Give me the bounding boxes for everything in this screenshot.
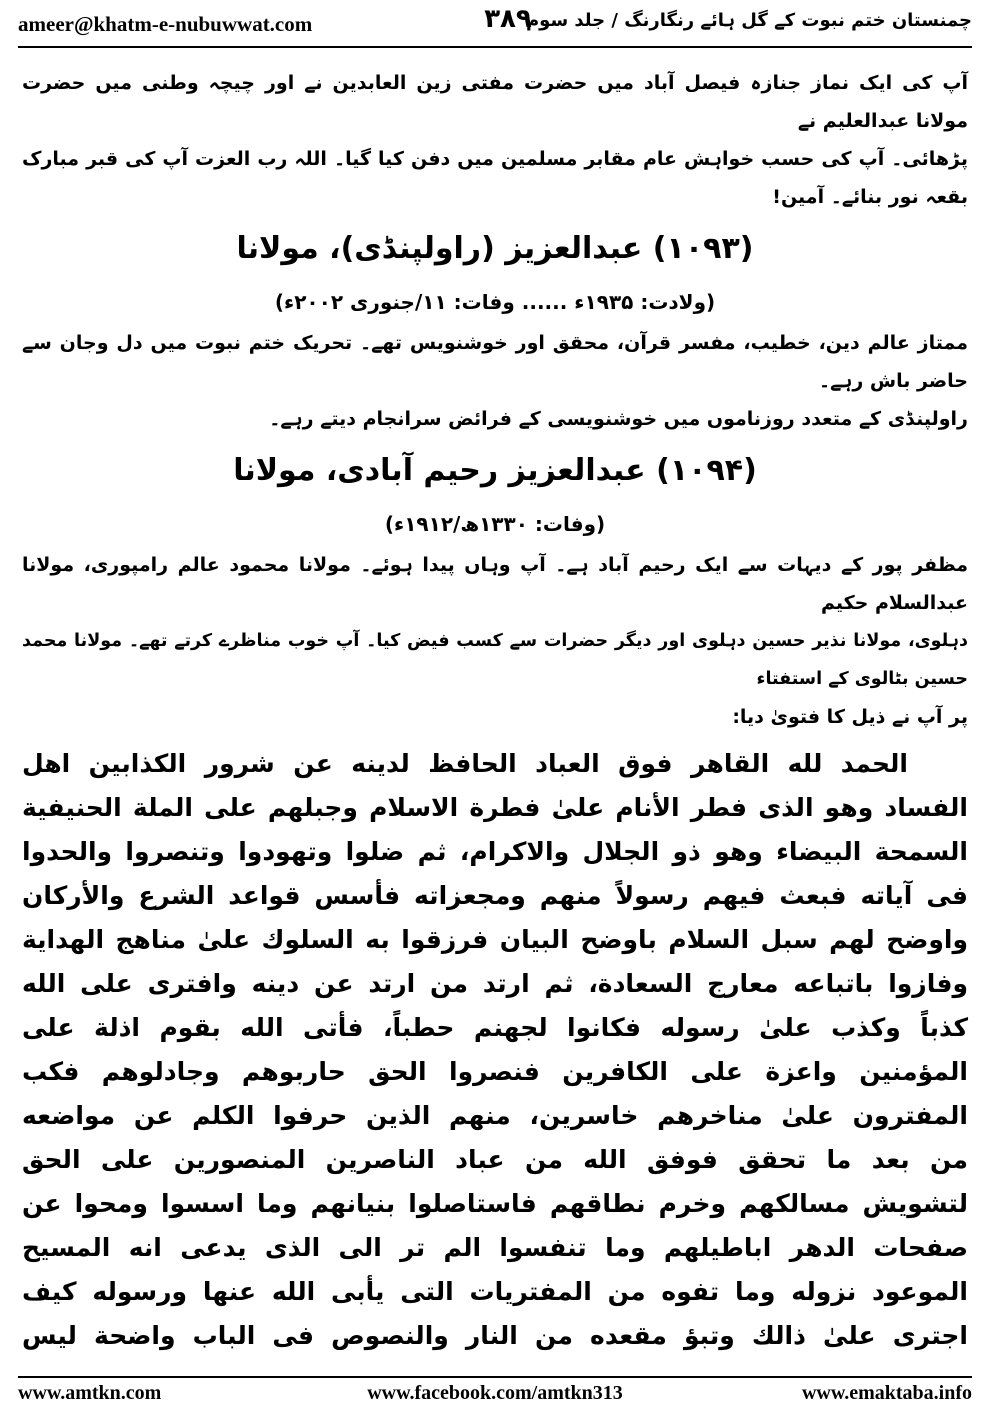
page-number: ۳۸۹ (484, 4, 532, 34)
header-rule (18, 46, 972, 48)
arabic-line: من بعد ما تحقق فوفق الله من عباد الناصرين المنصورين على الحق (22, 1145, 968, 1174)
arabic-line: السمحة البيضاء وهو ذو الجلال والاكرام، ثم ضلوا وتهودوا وتنصروا والحدوا (22, 837, 968, 866)
arabic-line: لتشويش مسالكهم وخرم نطاقهم فاستاصلوا بنيانهم وما اسسوا ومحوا عن (22, 1189, 968, 1218)
footer-link-emaktaba[interactable]: www.emaktaba.info (801, 1382, 972, 1404)
book-title: چمنستان ختم نبوت کے گل ہائے رنگارنگ / جلد سوم (525, 10, 972, 31)
footer-link-facebook[interactable]: www.facebook.com/amtkn313 (367, 1382, 623, 1404)
intro-line: پڑھائی۔ آپ کی حسب خواہش عام مقابر مسلمین میں دفن کیا گیا۔ اللہ رب العزت آپ کی قبر مبارک بقعہ نور بنائے۔ آمین! (22, 148, 968, 208)
page-footer (18, 1382, 972, 1412)
arabic-line: الفساد وهو الذى فطر الأنام علىٰ فطرة الاسلام وجبلهم على الملة الحنيفية (22, 793, 968, 822)
entry-dates: (ولادت: ۱۹۳۵ء ...... وفات: ۱۱/جنوری ۲۰۰۲ء) (274, 290, 716, 314)
arabic-line: المفترون علىٰ مناخرهم خاسرين، منهم الذين حرفوا الكلم عن مواضعه (22, 1101, 968, 1130)
entry-line: ممتاز عالم دین، خطیب، مفسر قرآن، محقق اور خوشنویس تھے۔ تحریک ختم نبوت میں دل وجان سے حاضر باش رہے۔ (22, 332, 968, 392)
entry-heading: (۱۰۹۳) عبدالعزیز (راولپنڈی)، مولانا (236, 231, 754, 266)
arabic-line: الموعود نزوله وما تفوه من المفتريات التى يأبى الله عنها ورسوله كيف (22, 1277, 968, 1306)
arabic-line: الحمد لله القاهر فوق العباد الحافظ لدينه عن شرور الكذابين اهل (22, 749, 908, 778)
header-email[interactable]: ameer@khatm-e-nubuwwat.com (18, 12, 313, 36)
arabic-line: واوضح لهم سبل السلام باوضح البيان فرزقوا به السلوك علىٰ مناهج الهداية (22, 925, 968, 954)
arabic-line: المؤمنين واعزة على الكافرين فنصروا الحق حاربوهم وجادلوهم فكب (22, 1057, 968, 1086)
arabic-line: صفحات الدهر اباطيلهم وما تنفسوا الم تر الى الذى يدعى انه المسيح (22, 1233, 968, 1262)
entry-heading: (۱۰۹۴) عبدالعزیز رحیم آبادی، مولانا (233, 453, 757, 488)
entry-line: پر آپ نے ذیل کا فتویٰ دیا: (732, 706, 968, 728)
arabic-fatwa (22, 742, 968, 1358)
entry-line: مظفر پور کے دیہات سے ایک رحیم آباد ہے۔ آپ وہاں پیدا ہوئے۔ مولانا محمود عالم رامپوری، مولانا عبدالسلام حکیم (22, 554, 968, 614)
page-body (22, 64, 968, 1358)
arabic-line: فى آياته فبعث فيهم رسولاً منهم ومجعزاته فأسس قواعد الشرع والأركان (22, 881, 968, 910)
entry-line: دہلوی، مولانا نذیر حسین دہلوی اور دیگر حضرات سے کسب فیض کیا۔ آپ خوب مناظرے کرتے تھے۔ مولانا محمد حسین بٹالوی کے استفتاء (22, 631, 968, 689)
intro-line: آپ کی ایک نماز جنازہ فیصل آباد میں حضرت مفتی زین العابدین نے اور چیچہ وطنی میں حضرت مولانا عبدالعلیم نے (22, 72, 968, 132)
entry-line: راولپنڈی کے متعدد روزناموں میں خوشنویسی کے فرائض سرانجام دیتے رہے۔ (269, 408, 968, 430)
arabic-line: كذباً وكذب علىٰ رسوله فكانوا لجهنم حطباً، فأتى الله بقوم اذلة على (22, 1013, 968, 1042)
arabic-line: اجترى علىٰ ذالك وتبؤ مقعده من النار والنصوص فى الباب واضحة ليس (22, 1321, 968, 1350)
footer-rule (18, 1376, 972, 1378)
footer-link-amtkn[interactable]: www.amtkn.com (18, 1382, 162, 1404)
page-header (18, 0, 972, 44)
entry-dates: (وفات: ۱۳۳۰ھ/۱۹۱۲ء) (384, 512, 606, 536)
arabic-line: وفازوا باتباعه معارج السعادة، ثم ارتد من ارتد عن دينه وافترى على الله (22, 969, 968, 998)
